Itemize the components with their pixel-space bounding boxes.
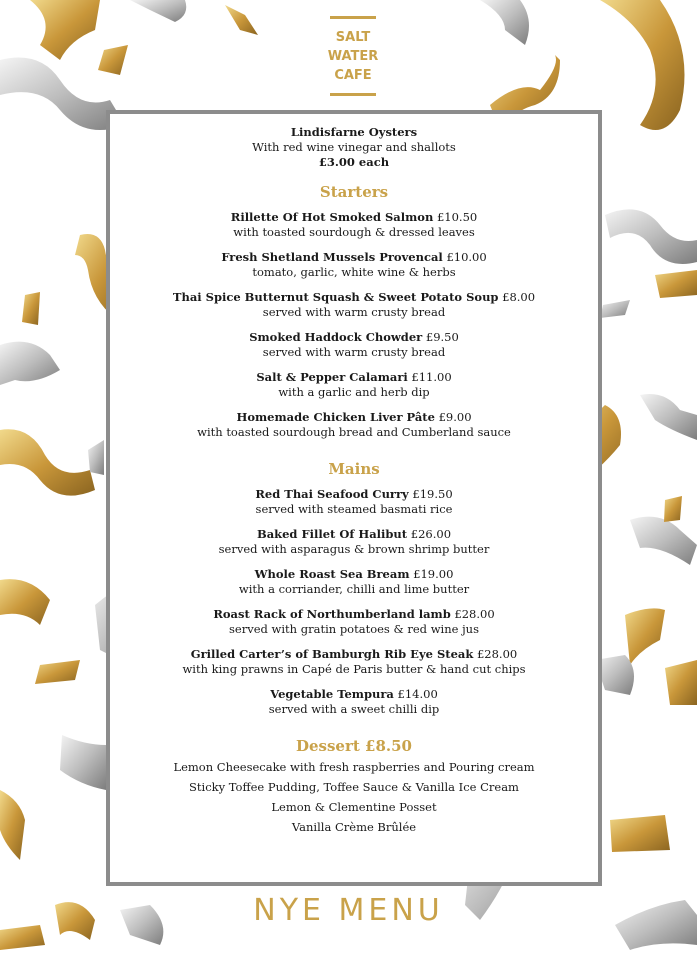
- gold-ribbon: [98, 45, 128, 75]
- menu-item-title-line: [106, 687, 602, 702]
- menu-item-price: £10.50: [436, 210, 478, 224]
- dessert-item: Vanilla Crème Brûlée: [291, 820, 417, 834]
- oysters-block: [106, 110, 602, 170]
- menu-item: [106, 250, 602, 280]
- menu-item-title-line: [106, 487, 602, 502]
- menu-item-desc: with toasted sourdough & dressed leaves: [233, 225, 475, 239]
- menu-item-name: Smoked Haddock Chowder: [249, 330, 423, 344]
- silver-ribbon: [88, 440, 104, 475]
- oysters-name: Lindisfarne Oysters: [290, 125, 418, 139]
- menu-item-price: £19.00: [413, 567, 454, 581]
- gold-ribbon: [655, 270, 697, 298]
- menu-item-price: £11.00: [411, 370, 452, 384]
- menu-item: [106, 330, 602, 360]
- menu-item: [106, 210, 602, 240]
- silver-ribbon: [640, 394, 697, 440]
- menu-item-price: £9.00: [438, 410, 472, 424]
- menu-item: [106, 410, 602, 440]
- menu-item-price: £28.00: [454, 607, 495, 621]
- menu-item-desc: served with warm crusty bread: [262, 345, 446, 359]
- menu-item-name: Whole Roast Sea Bream: [254, 567, 410, 581]
- silver-ribbon: [630, 517, 697, 565]
- menu-item-title-line: [106, 330, 602, 345]
- menu-item-desc: served with a sweet chilli dip: [268, 702, 440, 716]
- salt-water-cafe-logo: [327, 16, 379, 96]
- menu-item-title-line: [106, 370, 602, 385]
- dessert-item: Lemon & Clementine Posset: [271, 800, 437, 814]
- nye-menu-title: NYE MENU: [253, 893, 444, 928]
- gold-ribbon: [0, 429, 95, 495]
- starters-list: [106, 210, 602, 440]
- starters-heading: Starters: [319, 183, 389, 201]
- menu-item-price: £26.00: [410, 527, 452, 541]
- gold-ribbon: [600, 0, 685, 130]
- menu-item-title-line: [106, 290, 602, 305]
- menu-item-title-line: [106, 250, 602, 265]
- menu-item-title-line: [106, 210, 602, 225]
- menu-item: [106, 607, 602, 637]
- menu-item-name: Rillette Of Hot Smoked Salmon: [230, 210, 434, 224]
- menu-item: [106, 487, 602, 517]
- menu-item-title-line: [106, 527, 602, 542]
- logo-line: WATER: [327, 48, 379, 64]
- menu-item-desc: with king prawns in Capé de Paris butter & hand cut chips: [182, 662, 526, 676]
- oysters-desc: With red wine vinegar and shallots: [252, 140, 456, 154]
- gold-ribbon: [22, 292, 40, 325]
- gold-ribbon: [0, 925, 45, 950]
- gold-ribbon: [664, 496, 682, 522]
- menu-item-desc: served with steamed basmati rice: [255, 502, 453, 516]
- menu-item-name: Red Thai Seafood Curry: [255, 487, 409, 501]
- logo-line: SALT: [335, 29, 371, 45]
- mains-heading: Mains: [328, 460, 380, 478]
- menu-item: [106, 527, 602, 557]
- gold-ribbon: [610, 815, 670, 852]
- gold-ribbon: [30, 0, 100, 60]
- gold-ribbon: [665, 660, 697, 705]
- gold-ribbon: [35, 660, 80, 684]
- menu-item: [106, 647, 602, 677]
- menu-item-price: £10.00: [446, 250, 487, 264]
- oysters-price: £3.00 each: [318, 155, 390, 169]
- menu-content: [106, 110, 602, 835]
- silver-ribbon: [60, 735, 106, 790]
- menu-item-desc: served with gratin potatoes & red wine jus: [229, 622, 479, 636]
- menu-item: [106, 370, 602, 400]
- menu-item-desc: with a corriander, chilli and lime butter: [238, 582, 470, 596]
- menu-item-desc: with toasted sourdough bread and Cumberland sauce: [197, 425, 511, 439]
- menu-item-name: Salt & Pepper Calamari: [256, 370, 408, 384]
- menu-item-title-line: [106, 607, 602, 622]
- menu-item-name: Vegetable Tempura: [270, 687, 394, 701]
- logo-line: CAFE: [334, 67, 372, 83]
- menu-item-title-line: [106, 410, 602, 425]
- dessert-heading: Dessert £8.50: [295, 737, 412, 755]
- menu-item: [106, 567, 602, 597]
- menu-item-name: Thai Spice Butternut Squash & Sweet Potato Soup: [172, 290, 499, 304]
- silver-ribbon: [480, 0, 529, 45]
- silver-ribbon: [0, 342, 60, 385]
- menu-item-price: £28.00: [476, 647, 518, 661]
- dessert-item: Lemon Cheesecake with fresh raspberries and Pouring cream: [173, 760, 535, 774]
- silver-ribbon: [600, 300, 630, 318]
- menu-item: [106, 687, 602, 717]
- menu-item: [106, 290, 602, 320]
- menu-item-name: Grilled Carter’s of Bamburgh Rib Eye Steak: [190, 647, 474, 661]
- dessert-list: [106, 760, 602, 835]
- menu-item-title-line: [106, 647, 602, 662]
- menu-item-name: Roast Rack of Northumberland lamb: [213, 607, 451, 621]
- gold-ribbon: [625, 608, 665, 665]
- menu-item-title-line: [106, 567, 602, 582]
- menu-item-desc: tomato, garlic, white wine & herbs: [252, 265, 456, 279]
- dessert-item: Sticky Toffee Pudding, Toffee Sauce & Vanilla Ice Cream: [189, 780, 519, 794]
- menu-item-price: £14.00: [397, 687, 438, 701]
- menu-item-price: £19.50: [412, 487, 453, 501]
- menu-item-price: £9.50: [425, 330, 459, 344]
- silver-ribbon: [130, 0, 186, 22]
- menu-item-name: Fresh Shetland Mussels Provencal: [221, 250, 443, 264]
- menu-item-desc: served with warm crusty bread: [262, 305, 446, 319]
- gold-ribbon: [0, 790, 25, 860]
- menu-item-name: Homemade Chicken Liver Pâte: [236, 410, 435, 424]
- menu-item-desc: with a garlic and herb dip: [278, 385, 430, 399]
- menu-item-name: Baked Fillet Of Halibut: [256, 527, 408, 541]
- menu-item-price: £8.00: [502, 290, 536, 304]
- mains-list: [106, 487, 602, 717]
- silver-ribbon: [605, 209, 697, 264]
- menu-item-desc: served with asparagus & brown shrimp butter: [218, 542, 490, 556]
- gold-ribbon: [0, 579, 50, 625]
- gold-ribbon: [225, 5, 258, 35]
